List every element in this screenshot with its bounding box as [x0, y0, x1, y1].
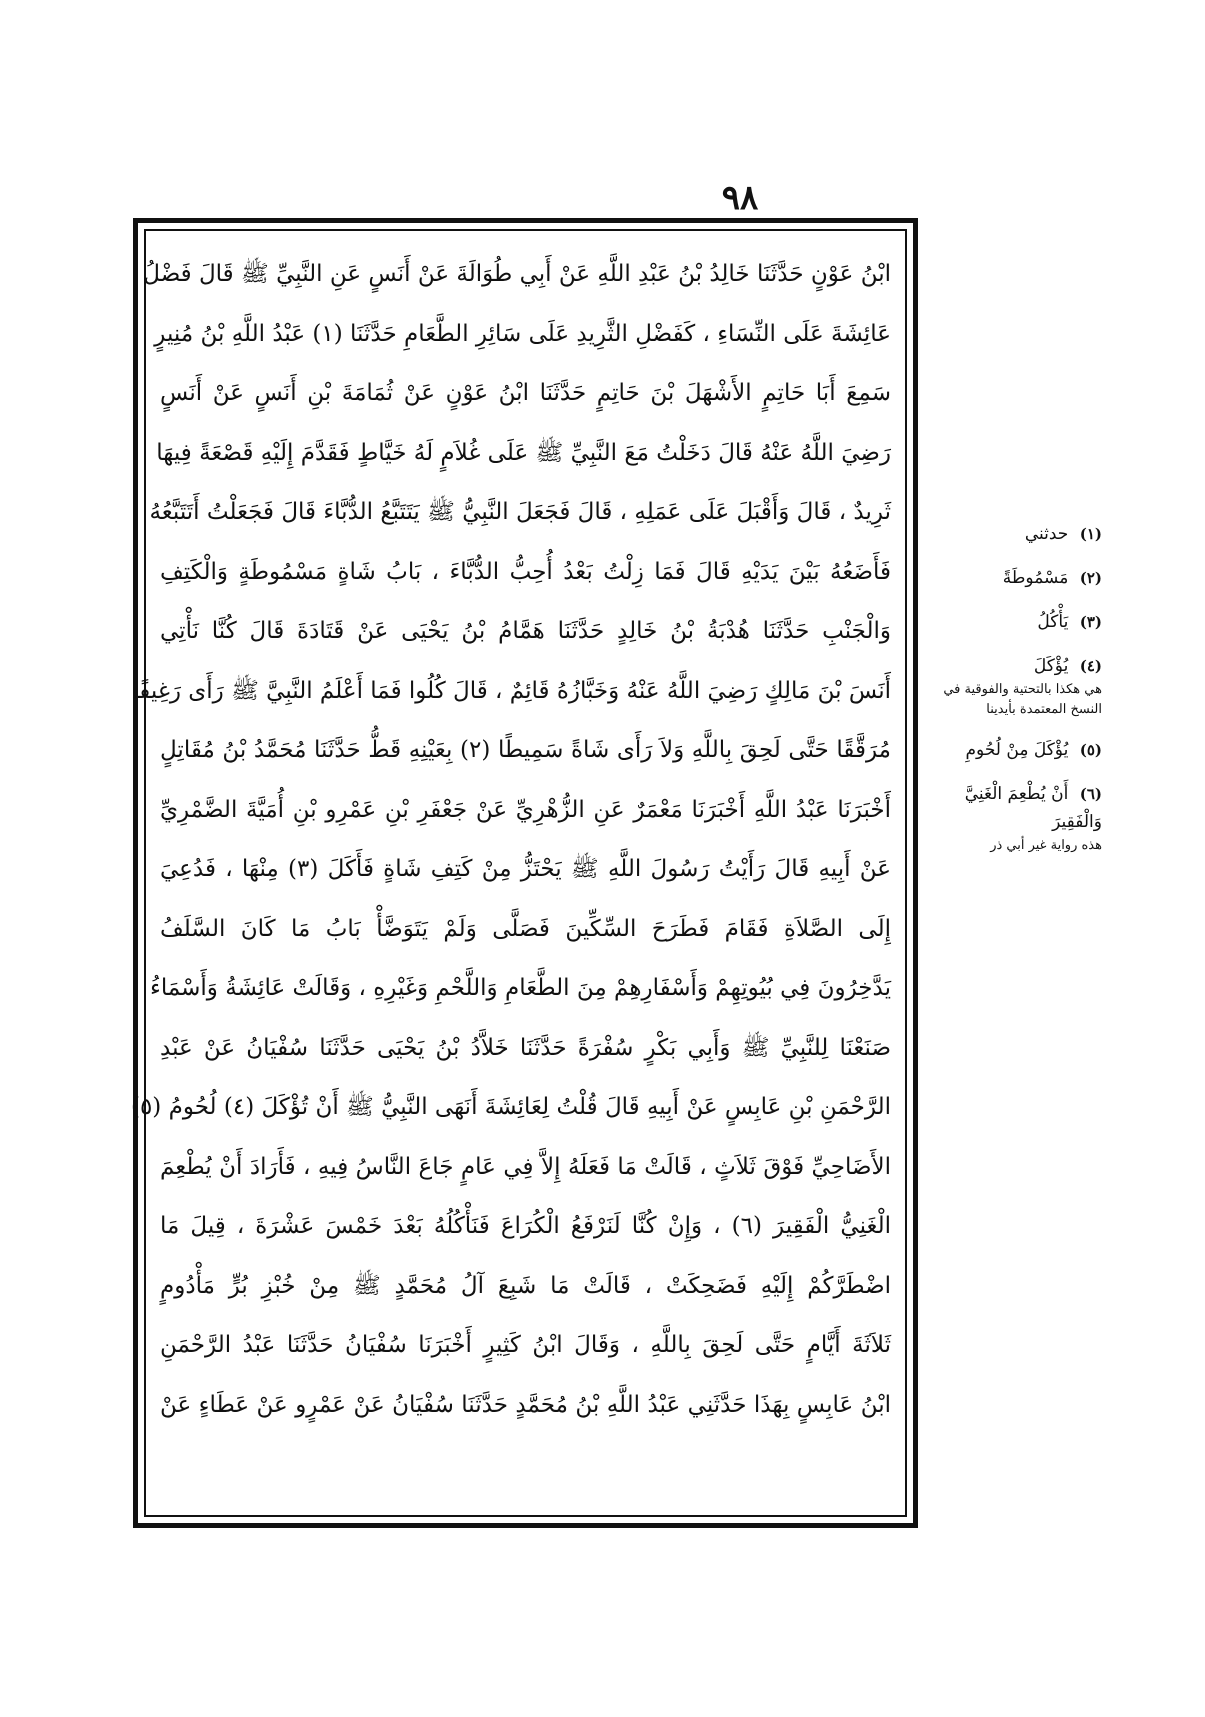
main-text: [130, 245, 891, 1501]
note-number: (١): [1079, 525, 1102, 543]
text-line: اضْطَرَّكُمْ إِلَيْهِ فَضَحِكَتْ ، قَالَتْ مَا شَبِعَ آلُ مُحَمَّدٍ ﷺ مِنْ خُبْزِ بُرٍّ مَأْدُومٍ: [160, 1272, 891, 1299]
margin-note: [930, 564, 1102, 592]
margin-note: [930, 608, 1102, 636]
note-text: مَسْمُوطَةً: [1002, 568, 1069, 588]
note-extra: هذه رواية غير أبي ذر: [990, 838, 1102, 853]
text-line: ثَلاَثَةَ أَيَّامٍ حَتَّى لَحِقَ بِاللَّهِ ، وَقَالَ ابْنُ كَثِيرٍ أَخْبَرَنَا سُفْيَانُ حَدَّثَنَا عَبْدُ الرَّحْمَنِ: [160, 1332, 891, 1358]
text-line: يَدَّخِرُونَ فِي بُيُوتِهِمْ وَأَسْفَارِهِمْ مِنَ الطَّعَامِ وَاللَّحْمِ وَغَيْرِهِ ، وَقَالَتْ عَائِشَةُ وَأَسْمَاءُ: [150, 975, 891, 1001]
margin-note: [930, 780, 1102, 856]
text-line: أَنَسَ بْنَ مَالِكٍ رَضِيَ اللَّهُ عَنْهُ وَخَبَّازُهُ قَائِمٌ ، قَالَ كُلُوا فَمَا أَعْلَمُ النَّبِيَّ ﷺ رَأَى رَغِيفًا: [132, 677, 891, 704]
text-line: ابْنُ عَوْنٍ حَدَّثَنَا خَالِدُ بْنُ عَبْدِ اللَّهِ عَنْ أَبِي طُوَالَةَ عَنْ أَنَسٍ عَنِ النَّبِيِّ ﷺ قَالَ فَضْلُ: [143, 261, 891, 287]
text-line: عَنْ أَبِيهِ قَالَ رَأَيْتُ رَسُولَ اللَّهِ ﷺ يَحْتَزُّ مِنْ كَتِفِ شَاةٍ فَأَكَلَ (٣) مِنْهَا ، فَدُعِيَ: [160, 856, 891, 882]
margin-note: [930, 736, 1102, 764]
note-text: يُؤْكَلَ مِنْ لُحُومِ: [965, 740, 1069, 760]
note-number: (٢): [1079, 569, 1102, 587]
text-line: أَخْبَرَنَا عَبْدُ اللَّهِ أَخْبَرَنَا مَعْمَرٌ عَنِ الزُّهْرِيِّ عَنْ جَعْفَرِ بْنِ عَمْرِو بْنِ أُمَيَّةَ الضَّمْرِيِّ: [160, 796, 891, 823]
note-text: يَأْكُلُ: [1037, 612, 1069, 632]
text-line: الأَضَاحِيِّ فَوْقَ ثَلاَثٍ ، قَالَتْ مَا فَعَلَهُ إِلاَّ فِي عَامٍ جَاعَ النَّاسُ فِيهِ ، فَأَرَادَ أَنْ يُطْعِمَ: [160, 1153, 891, 1180]
text-line: مُرَقَّقًا حَتَّى لَحِقَ بِاللَّهِ وَلاَ رَأَى شَاةً سَمِيطًا (٢) بِعَيْنِهِ قَطُّ حَدَّثَنَا مُحَمَّدُ بْنُ مُقَاتِلٍ: [160, 737, 891, 763]
text-frame: [130, 218, 918, 1528]
text-line: إِلَى الصَّلاَةِ فَقَامَ فَطَرَحَ السِّكِّينَ فَصَلَّى وَلَمْ يَتَوَضَّأْ بَابُ مَا كَانَ السَّلَفُ: [160, 915, 891, 942]
text-line: ابْنُ عَابِسٍ بِهَذَا حَدَّثَنِي عَبْدُ اللَّهِ بْنُ مُحَمَّدٍ حَدَّثَنَا سُفْيَانُ عَنْ عَمْرٍو عَنْ عَطَاءٍ عَنْ: [160, 1391, 891, 1418]
text-line: الْغَنِيُّ الْفَقِيرَ (٦) ، وَإِنْ كُنَّا لَنَرْفَعُ الْكُرَاعَ فَنَأْكُلُهُ بَعْدَ خَمْسَ عَشْرَةَ ، قِيلَ مَا: [160, 1213, 891, 1239]
text-frame-inner: [130, 229, 907, 1517]
text-line: عَائِشَةَ عَلَى النِّسَاءِ ، كَفَضْلِ الثَّرِيدِ عَلَى سَائِرِ الطَّعَامِ حَدَّثَنَا (١) عَبْدُ اللَّهِ بْنُ مُنِيرٍ: [154, 320, 891, 347]
note-text: حدثني: [1024, 524, 1069, 544]
note-number: (٦): [1079, 785, 1102, 803]
margin-note: [930, 652, 1102, 720]
note-text: يُؤْكَلَ: [1033, 656, 1069, 676]
text-line: سَمِعَ أَبَا حَاتِمٍ الأَشْهَلَ بْنَ حَاتِمٍ حَدَّثَنَا ابْنُ عَوْنٍ عَنْ ثُمَامَةَ بْنِ أَنَسٍ عَنْ أَنَسٍ: [160, 380, 891, 406]
note-text: أَنْ يُطْعِمَ الْغَنِيَّ وَالْفَقِيرَ: [964, 784, 1102, 832]
note-number: (٣): [1079, 613, 1102, 631]
text-line: ثَرِيدٌ ، قَالَ وَأَقْبَلَ عَلَى عَمَلِهِ ، قَالَ فَجَعَلَ النَّبِيُّ ﷺ يَتَتَبَّعُ الدُّبَّاءَ قَالَ فَجَعَلْتُ أَتَتَبَّعُهُ: [149, 499, 891, 525]
margin-note: [930, 520, 1102, 548]
note-number: (٤): [1079, 657, 1102, 675]
page-number: ٩٨: [721, 178, 759, 218]
text-line: الرَّحْمَنِ بْنِ عَابِسٍ عَنْ أَبِيهِ قَالَ قُلْتُ لِعَائِشَةَ أَنَهَى النَّبِيُّ ﷺ أَنْ تُؤْكَلَ (٤) لُحُومُ (٥): [130, 1094, 891, 1120]
note-number: (٥): [1079, 741, 1102, 759]
text-line: رَضِيَ اللَّهُ عَنْهُ قَالَ دَخَلْتُ مَعَ النَّبِيِّ ﷺ عَلَى غُلاَمٍ لَهُ خَيَّاطٍ فَقَدَّمَ إِلَيْهِ قَصْعَةً فِيهَا: [156, 439, 891, 466]
text-line: صَنَعْنَا لِلنَّبِيِّ ﷺ وَأَبِي بَكْرٍ سُفْرَةً حَدَّثَنَا خَلاَّدُ بْنُ يَحْيَى حَدَّثَنَا سُفْيَانُ عَنْ عَبْدِ: [160, 1034, 891, 1061]
margin-notes: [930, 520, 1102, 872]
text-line: فَأَضَعُهُ بَيْنَ يَدَيْهِ قَالَ فَمَا زِلْتُ بَعْدُ أُحِبُّ الدُّبَّاءَ ، بَابُ شَاةٍ مَسْمُوطَةٍ وَالْكَتِفِ: [160, 558, 891, 585]
text-line: وَالْجَنْبِ حَدَّثَنَا هُدْبَةُ بْنُ خَالِدٍ حَدَّثَنَا هَمَّامُ بْنُ يَحْيَى عَنْ قَتَادَةَ قَالَ كُنَّا نَأْتِي: [160, 618, 891, 644]
note-extra: هي هكذا بالتحتية والفوقية في النسخ المعتمدة بأيدينا: [943, 682, 1102, 717]
